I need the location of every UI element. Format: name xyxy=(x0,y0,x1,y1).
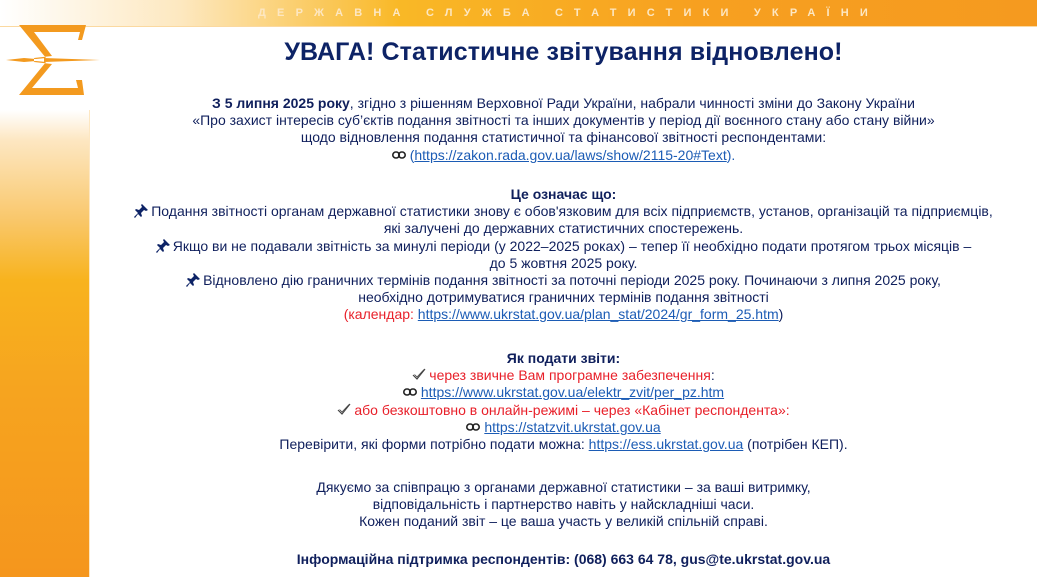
intro-text: , згідно з рішенням Верховної Ради України, набрали чинності зміни до Закону України xyxy=(349,95,915,111)
check-forms-label: Перевірити, які форми потрібно подати можна: xyxy=(279,436,585,453)
option-software: через звичне Вам програмне забезпечення xyxy=(429,367,711,384)
means-item-2-cont: до 5 жовтня 2025 року. xyxy=(489,254,638,271)
means-item-3: Відновлено дію граничних термінів подання звітності за поточні періоди 2025 року. Починаючи з липня 2025 року, xyxy=(203,272,941,289)
law-link[interactable]: https://zakon.rada.gov.ua/laws/show/2115-20#Text xyxy=(414,146,727,163)
means-item-1: Подання звітності органам державної статистики знову є обов'язковим для всіх підприємств, установ, організацій та підприємців, xyxy=(151,203,993,220)
paren: ) xyxy=(778,306,784,323)
checkmark-icon xyxy=(412,368,426,381)
ess-link[interactable]: https://ess.ukrstat.gov.ua xyxy=(588,436,744,453)
paren: ). xyxy=(726,146,736,163)
means-item-1-cont: які залучені до державних статистичних спостережень. xyxy=(383,220,744,237)
pushpin-icon xyxy=(156,239,170,253)
calendar-label: (календар: xyxy=(343,306,414,323)
means-item-3-cont: необхідно дотримуватися граничних термінів подання звітності xyxy=(358,289,769,306)
sidebar-decoration xyxy=(0,110,89,577)
thanks-section xyxy=(90,479,1037,531)
means-item-2: Якщо ви не подавали звітність за минулі періоди (у 2022–2025 роках) – тепер її необхідно подати протягом трьох місяців – xyxy=(172,237,972,254)
checkmark-icon xyxy=(337,403,351,416)
link-icon xyxy=(403,388,417,396)
how-heading: Як подати звіти: xyxy=(506,350,621,366)
colon: : xyxy=(710,367,715,384)
option-online-cabinet: або безкоштовно в онлайн-режимі – через «Кабінет респондента»: xyxy=(354,401,790,418)
pushpin-icon xyxy=(186,273,200,287)
intro-purpose: щодо відновлення подання статистичної та фінансової звітності респондентами: xyxy=(300,129,827,146)
intro-section xyxy=(90,95,1037,164)
thanks-line-2: відповідальність і партнерство навіть у найскладніші часи. xyxy=(372,496,755,513)
paren: ( xyxy=(409,146,415,163)
effective-date: З 5 липня 2025 року xyxy=(212,95,350,111)
link-icon xyxy=(392,151,406,159)
page-title: УВАГА! Статистичне звітування відновлено! xyxy=(284,38,843,66)
calendar-link[interactable]: https://www.ukrstat.gov.ua/plan_stat/2024/gr_form_25.htm xyxy=(417,306,779,323)
header-bar xyxy=(0,0,1037,27)
means-section xyxy=(90,186,1037,324)
pushpin-icon xyxy=(134,204,148,218)
software-link[interactable]: https://www.ukrstat.gov.ua/elektr_zvit/per_pz.htm xyxy=(420,384,725,401)
statzvit-link[interactable]: https://statzvit.ukrstat.gov.ua xyxy=(484,418,661,435)
link-icon xyxy=(466,423,480,431)
support-contact: Інформаційна підтримка респондентів: (068) 663 64 78, gus@te.ukrstat.gov.ua xyxy=(296,551,831,567)
thanks-line-3: Кожен поданий звіт – це ваша участь у великій спільній справі. xyxy=(359,513,768,530)
law-name: «Про захист інтересів суб’єктів подання звітності та інших документів у період дії воєнного стану або стану війни» xyxy=(192,112,935,129)
means-heading: Це означає що: xyxy=(510,186,617,202)
kep-note: (потрібен КЕП). xyxy=(747,436,848,453)
how-section xyxy=(90,350,1037,453)
ukrstat-logo-icon xyxy=(4,22,100,98)
org-name: ДЕРЖАВНА СЛУЖБА СТАТИСТИКИ УКРАЇНИ xyxy=(258,7,880,19)
thanks-line-1: Дякуємо за співпрацю з органами державної статистики – за ваші витримку, xyxy=(316,479,811,495)
